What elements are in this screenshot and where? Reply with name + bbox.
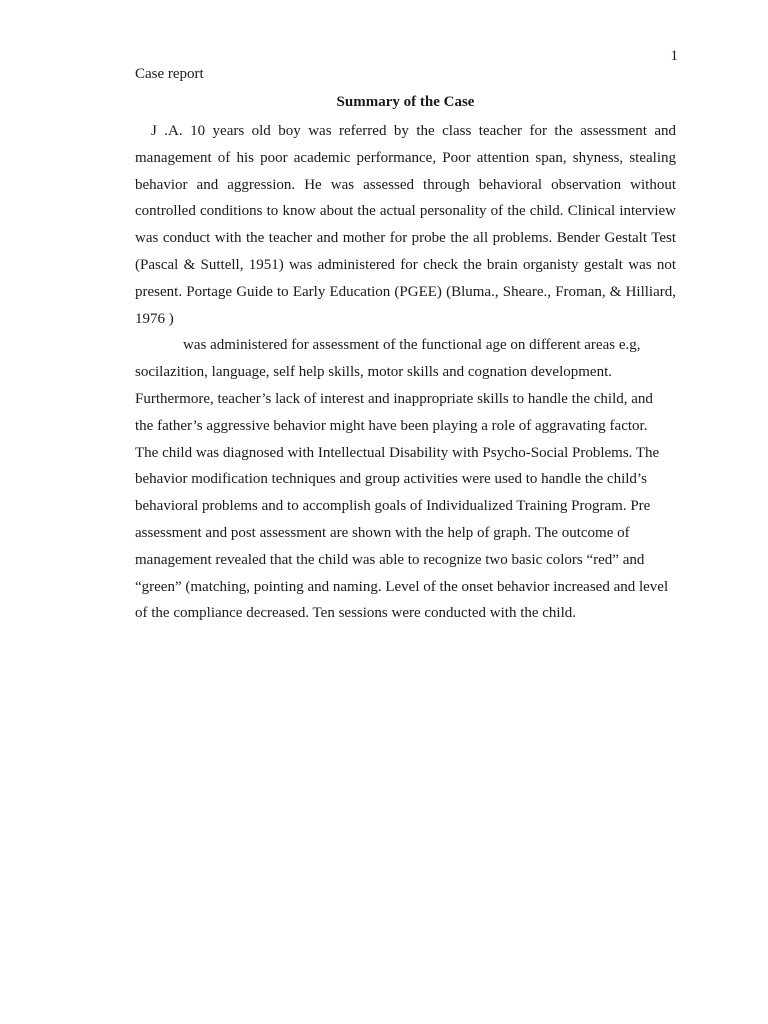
document-body [135,92,676,627]
paragraph-line: management of his poor academic performance, Poor attention span, shyness, stealing [135,149,676,166]
paragraph-line [135,118,676,145]
paragraph-line: was conduct with the teacher and mother for probe the all problems. Bender Gestalt Test [135,230,676,247]
running-head: Case report [135,66,204,82]
paragraph-line: management revealed that the child was able to recognize two basic colors “red” and [135,551,645,568]
paragraph-line-text: J .A. 10 years old boy was referred by the class teacher for the assessment and [151,123,676,139]
paragraph-line: behavioral problems and to accomplish goals of Individualized Training Program. Pre [135,498,651,515]
paragraph-line: behavior and aggression. He was assessed through behavioral observation without [135,176,676,193]
paragraph-line: (Pascal & Suttell, 1951) was administered for check the brain organisty gestalt was not [135,256,676,273]
paragraph-line: present. Portage Guide to Early Education (PGEE) (Bluma., Sheare., Froman, & Hilliard, [135,283,676,300]
paragraph-line: behavior modification techniques and group activities were used to handle the child’s [135,471,647,488]
paragraph-line: the father’s aggressive behavior might have been playing a role of aggravating factor. [135,417,648,434]
paragraph-line: “green” (matching, pointing and naming. Level of the onset behavior increased and level [135,578,669,595]
paragraph-line: The child was diagnosed with Intellectual Disability with Psycho-Social Problems. The [135,444,660,461]
paragraph-line: was administered for assessment of the functional age on different areas e.g, [183,337,641,354]
summary-paragraph-1 [135,118,676,306]
page-number: 1 [670,48,678,64]
paragraph-line: socilazition, language, self help skills, motor skills and cognation development. [135,364,612,381]
paragraph-line: of the compliance decreased. Ten sessions were conducted with the child. [135,605,577,622]
summary-paragraph-2 [135,306,676,628]
section-title: Summary of the Case [336,94,475,110]
paragraph-line: controlled conditions to know about the actual personality of the child. Clinical interview [135,203,676,220]
paragraph-line: 1976 ) [135,310,174,327]
paragraph-line: assessment and post assessment are shown with the help of graph. The outcome of [135,524,630,541]
paragraph-line: Furthermore, teacher’s lack of interest and inappropriate skills to handle the child, and [135,390,653,407]
